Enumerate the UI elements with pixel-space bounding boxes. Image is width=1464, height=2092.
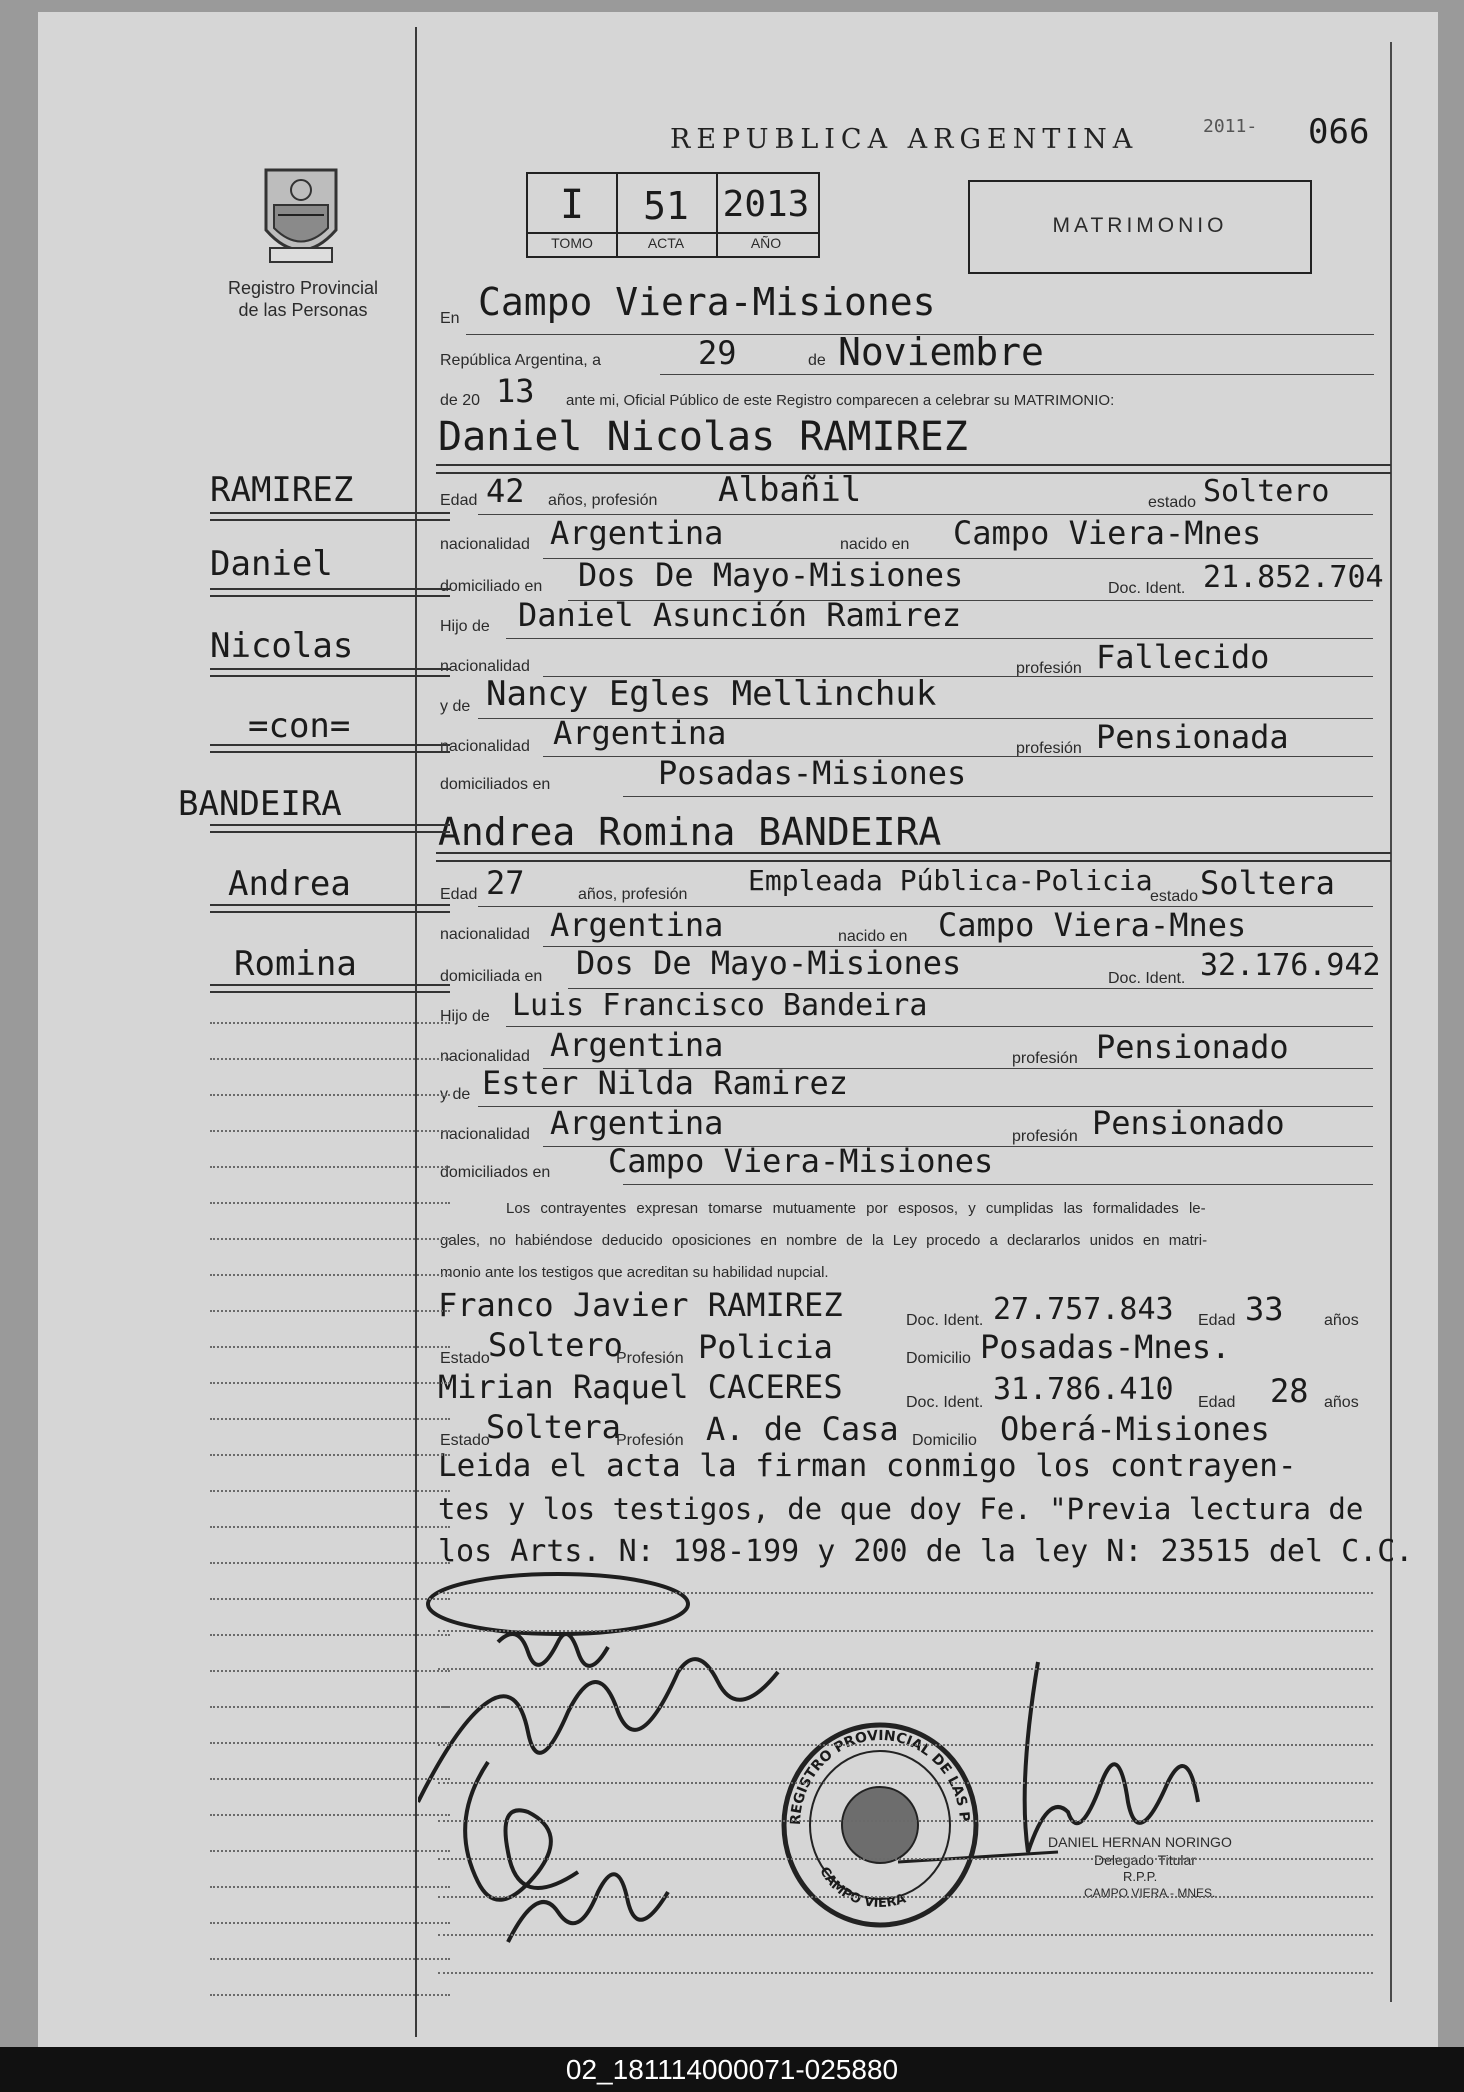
- year-suffix-value: 13: [496, 372, 535, 410]
- groom-father: Daniel Asunción Ramirez: [518, 596, 962, 634]
- index-ruled-line: [210, 1166, 450, 1168]
- index-ruled-line: [210, 1706, 450, 1708]
- closing-line1: Leida el acta la firman conmigo los contrayen-: [438, 1448, 1297, 1484]
- index-surname-groom: RAMIREZ: [210, 470, 354, 510]
- label-bride-nacionalidad: nacionalidad: [440, 926, 530, 943]
- label-witness1-domicilio: Domicilio: [906, 1350, 971, 1367]
- body-ruled-line: [438, 1630, 1373, 1632]
- body-ruled-line: [438, 1934, 1373, 1936]
- index-ruled-line: [210, 1094, 450, 1096]
- official-org: R.P.P.: [1123, 1869, 1158, 1884]
- groom-address: Dos De Mayo-Misiones: [578, 556, 964, 594]
- label-witness1-profesion: Profesión: [616, 1350, 684, 1367]
- index-ruled-line: [210, 1382, 450, 1384]
- groom-status: Soltero: [1203, 474, 1330, 509]
- body-ruled-line: [438, 1744, 1373, 1746]
- index-ruled-line: [210, 1310, 450, 1312]
- signature-loop: [428, 1574, 688, 1634]
- witness2-name: Mirian Raquel CACERES: [438, 1368, 843, 1406]
- signature-official: [1025, 1662, 1198, 1852]
- registry-name-line2: de las Personas: [238, 300, 368, 320]
- label-groom-domiciliados: domiciliados en: [440, 776, 551, 793]
- index-surname-bride: BANDEIRA: [178, 784, 342, 824]
- label-bride-domiciliada: domiciliada en: [440, 968, 543, 985]
- index-ruled-line: [210, 1994, 450, 1996]
- signature-groom: [498, 1634, 608, 1666]
- groom-mother-profession: Pensionada: [1096, 718, 1289, 756]
- tomo-value: I: [559, 182, 585, 228]
- index-ruled-line: [210, 1202, 450, 1204]
- index-ruled-line: [210, 1886, 450, 1888]
- witness2-profession: A. de Casa: [706, 1410, 899, 1448]
- body-ruled-line: [438, 1668, 1373, 1670]
- document-type-box: [968, 180, 1312, 274]
- bride-status: Soltera: [1200, 864, 1335, 902]
- body-ruled-line: [438, 1592, 1373, 1594]
- index-ruled-line: [210, 1346, 450, 1348]
- groom-birthplace: Campo Viera-Mnes: [953, 514, 1262, 552]
- index-ruled-line: [210, 1742, 450, 1744]
- index-ruled-line: [210, 1490, 450, 1492]
- index-ruled-line: [210, 1058, 450, 1060]
- index-ruled-line: [210, 1454, 450, 1456]
- label-groom-estado: estado: [1148, 494, 1197, 511]
- label-bride-mother-nacionalidad: nacionalidad: [440, 1126, 530, 1143]
- body-ruled-line: [438, 1706, 1373, 1708]
- day-value: 29: [698, 334, 737, 372]
- index-connector: =con=: [248, 706, 351, 746]
- witness1-profession: Policia: [698, 1328, 833, 1366]
- index-ruled-line: [210, 1922, 450, 1924]
- label-bride-father-nacionalidad: nacionalidad: [440, 1048, 530, 1065]
- bride-father-profession: Pensionado: [1096, 1028, 1289, 1066]
- bride-mother-profession: Pensionado: [1092, 1104, 1285, 1142]
- bride-nationality: Argentina: [550, 906, 724, 944]
- margin-note: 2011-: [1203, 116, 1258, 137]
- index-ruled-line: [210, 1130, 450, 1132]
- witness2-status: Soltera: [486, 1408, 621, 1446]
- witness1-age: 33: [1245, 1290, 1284, 1328]
- label-bride-father-profesion: profesión: [1012, 1050, 1078, 1067]
- groom-mother: Nancy Egles Mellinchuk: [486, 674, 937, 714]
- registry-name-line1: Registro Provincial: [227, 278, 379, 298]
- groom-father-profession: Fallecido: [1096, 638, 1270, 676]
- label-groom-anios-profesion: años, profesión: [548, 492, 658, 509]
- statement-line1: Los contrayentes expresan tomarse mutuamente por esposos, y cumplidas las formalidades le-: [506, 1200, 1206, 1217]
- statement-line3: monio ante los testigos que acreditan su habilidad nupcial.: [440, 1264, 829, 1281]
- witness1-address: Posadas-Mnes.: [980, 1328, 1231, 1366]
- closing-line2: tes y los testigos, de que doy Fe. "Previa lectura de: [438, 1492, 1364, 1526]
- bride-doc: 32.176.942: [1200, 948, 1381, 983]
- bride-parents-address: Campo Viera-Misiones: [608, 1142, 994, 1180]
- label-groom-mother-nacionalidad: nacionalidad: [440, 738, 530, 755]
- groom-full-name: Daniel Nicolas RAMIREZ: [438, 414, 968, 460]
- index-ruled-line: [210, 1778, 450, 1780]
- bride-mother-nationality: Argentina: [550, 1104, 724, 1142]
- label-groom-mother-profesion: profesión: [1016, 740, 1082, 757]
- bride-age: 27: [486, 864, 525, 902]
- scan-id-footer: 02_181114000071-025880: [0, 2047, 1464, 2092]
- groom-mother-nationality: Argentina: [553, 714, 727, 752]
- anio-label: AÑO: [750, 235, 782, 251]
- document-type-label: MATRIMONIO: [1052, 214, 1228, 237]
- witness1-name: Franco Javier RAMIREZ: [438, 1286, 843, 1324]
- label-bride-edad: Edad: [440, 886, 478, 903]
- label-witness2-estado: Estado: [440, 1432, 490, 1449]
- official-stamp: [780, 1720, 980, 1930]
- signature-bride: [418, 1659, 778, 1802]
- statement-line2: gales, no habiéndose deducido oposiciones en nombre de la Ley procedo a declararlos unidos en matri-: [440, 1232, 1208, 1249]
- index-ruled-line: [210, 1958, 450, 1960]
- index-ruled-line: [210, 1814, 450, 1816]
- witness2-doc: 31.786.410: [993, 1372, 1174, 1407]
- label-de-month: de: [808, 352, 826, 369]
- label-republica: República Argentina, a: [440, 352, 601, 369]
- page-number: 066: [1308, 112, 1370, 152]
- body-ruled-line: [438, 1782, 1373, 1784]
- bride-mother: Ester Nilda Ramirez: [482, 1064, 849, 1102]
- label-witness2-anios: años: [1324, 1394, 1359, 1411]
- bride-father-nationality: Argentina: [550, 1026, 724, 1064]
- label-de-20: de 20: [440, 392, 481, 409]
- label-ante-mi: ante mi, Oficial Público de este Registro comparecen a celebrar su MATRIMONIO:: [566, 392, 1115, 409]
- body-ruled-line: [438, 1896, 1373, 1898]
- label-groom-y-de: y de: [440, 698, 471, 715]
- marriage-certificate-page: [38, 12, 1438, 2047]
- label-witness2-profesion: Profesión: [616, 1432, 684, 1449]
- label-bride-nacido-en: nacido en: [838, 928, 908, 945]
- body-ruled-line: [438, 1820, 1373, 1822]
- stamp-place-text: CAMPO VIERA: [816, 1864, 908, 1912]
- witness1-status: Soltero: [488, 1326, 623, 1364]
- bride-birthplace: Campo Viera-Mnes: [938, 906, 1247, 944]
- closing-line3: los Arts. N: 198-199 y 200 de la ley N: 23515 del C.C.: [438, 1534, 1414, 1569]
- bride-address: Dos De Mayo-Misiones: [576, 944, 962, 982]
- stamp-arc-text: REGISTRO PROVINCIAL DE LAS P: [787, 1727, 973, 1826]
- index-ruled-line: [210, 1562, 450, 1564]
- misiones-coat-of-arms-logo: [256, 160, 346, 275]
- signature-witness2: [508, 1874, 668, 1942]
- label-bride-hijo-de: Hijo de: [440, 1008, 490, 1025]
- svg-text:CAMPO VIERA: [816, 1865, 908, 1911]
- label-bride-doc: Doc. Ident.: [1108, 970, 1186, 987]
- index-first-name-bride: Andrea: [228, 864, 351, 904]
- index-ruled-line: [210, 1850, 450, 1852]
- label-groom-father-profesion: profesión: [1016, 660, 1082, 677]
- label-witness2-domicilio: Domicilio: [912, 1432, 977, 1449]
- official-title: Delegado Titular: [1094, 1852, 1196, 1868]
- label-groom-doc: Doc. Ident.: [1108, 580, 1186, 597]
- index-ruled-line: [210, 1634, 450, 1636]
- groom-nationality: Argentina: [550, 514, 724, 552]
- tomo-label: TOMO: [551, 235, 593, 251]
- witness2-address: Oberá-Misiones: [1000, 1410, 1270, 1448]
- country-title: REPUBLICA ARGENTINA: [670, 124, 1139, 155]
- body-ruled-line: [438, 1858, 1373, 1860]
- label-bride-mother-profesion: profesión: [1012, 1128, 1078, 1145]
- index-ruled-line: [210, 1022, 450, 1024]
- label-groom-hijo-de: Hijo de: [440, 618, 490, 635]
- label-groom-nacionalidad: nacionalidad: [440, 536, 530, 553]
- official-name: DANIEL HERNAN NORINGO: [1048, 1834, 1232, 1850]
- label-witness1-edad: Edad: [1198, 1312, 1236, 1329]
- index-middle-name-bride: Romina: [234, 944, 357, 984]
- label-bride-anios-profesion: años, profesión: [578, 886, 688, 903]
- label-bride-y-de: y de: [440, 1086, 471, 1103]
- acta-value: 51: [643, 184, 689, 228]
- witness2-age: 28: [1270, 1372, 1309, 1410]
- margin-divider: [415, 27, 417, 2037]
- index-ruled-line: [210, 1598, 450, 1600]
- official-place: CAMPO VIERA - MNES.: [1084, 1886, 1216, 1900]
- index-ruled-line: [210, 1274, 450, 1276]
- index-ruled-line: [210, 1238, 450, 1240]
- index-ruled-line: [210, 1418, 450, 1420]
- body-ruled-line: [438, 1972, 1373, 1974]
- groom-doc: 21.852.704: [1203, 560, 1384, 595]
- record-number-box: [526, 172, 820, 258]
- label-en: En: [440, 310, 460, 327]
- index-ruled-line: [210, 1526, 450, 1528]
- groom-age: 42: [486, 472, 525, 510]
- label-witness2-edad: Edad: [1198, 1394, 1236, 1411]
- witness1-doc: 27.757.843: [993, 1292, 1174, 1327]
- label-witness1-anios: años: [1324, 1312, 1359, 1329]
- bride-full-name: Andrea Romina BANDEIRA: [438, 810, 942, 854]
- place-value: Campo Viera-Misiones: [478, 280, 936, 324]
- label-witness2-doc: Doc. Ident.: [906, 1394, 984, 1411]
- label-groom-edad: Edad: [440, 492, 478, 509]
- label-groom-nacido-en: nacido en: [840, 536, 910, 553]
- groom-parents-address: Posadas-Misiones: [658, 754, 967, 792]
- month-value: Noviembre: [838, 330, 1044, 374]
- label-witness1-doc: Doc. Ident.: [906, 1312, 984, 1329]
- bride-father: Luis Francisco Bandeira: [512, 988, 928, 1023]
- label-groom-domiciliado: domiciliado en: [440, 578, 543, 595]
- groom-profession: Albañil: [718, 470, 862, 510]
- bride-profession: Empleada Pública-Policia: [748, 864, 1153, 897]
- label-bride-estado: estado: [1150, 888, 1199, 905]
- label-groom-father-nacionalidad: nacionalidad: [440, 658, 530, 675]
- index-ruled-line: [210, 1670, 450, 1672]
- index-middle-name-groom: Nicolas: [210, 626, 354, 666]
- label-bride-domiciliados: domiciliados en: [440, 1164, 551, 1181]
- anio-value: 2013: [722, 184, 810, 225]
- index-first-name-groom: Daniel: [210, 544, 333, 584]
- label-witness1-estado: Estado: [440, 1350, 490, 1367]
- acta-label: ACTA: [647, 235, 685, 251]
